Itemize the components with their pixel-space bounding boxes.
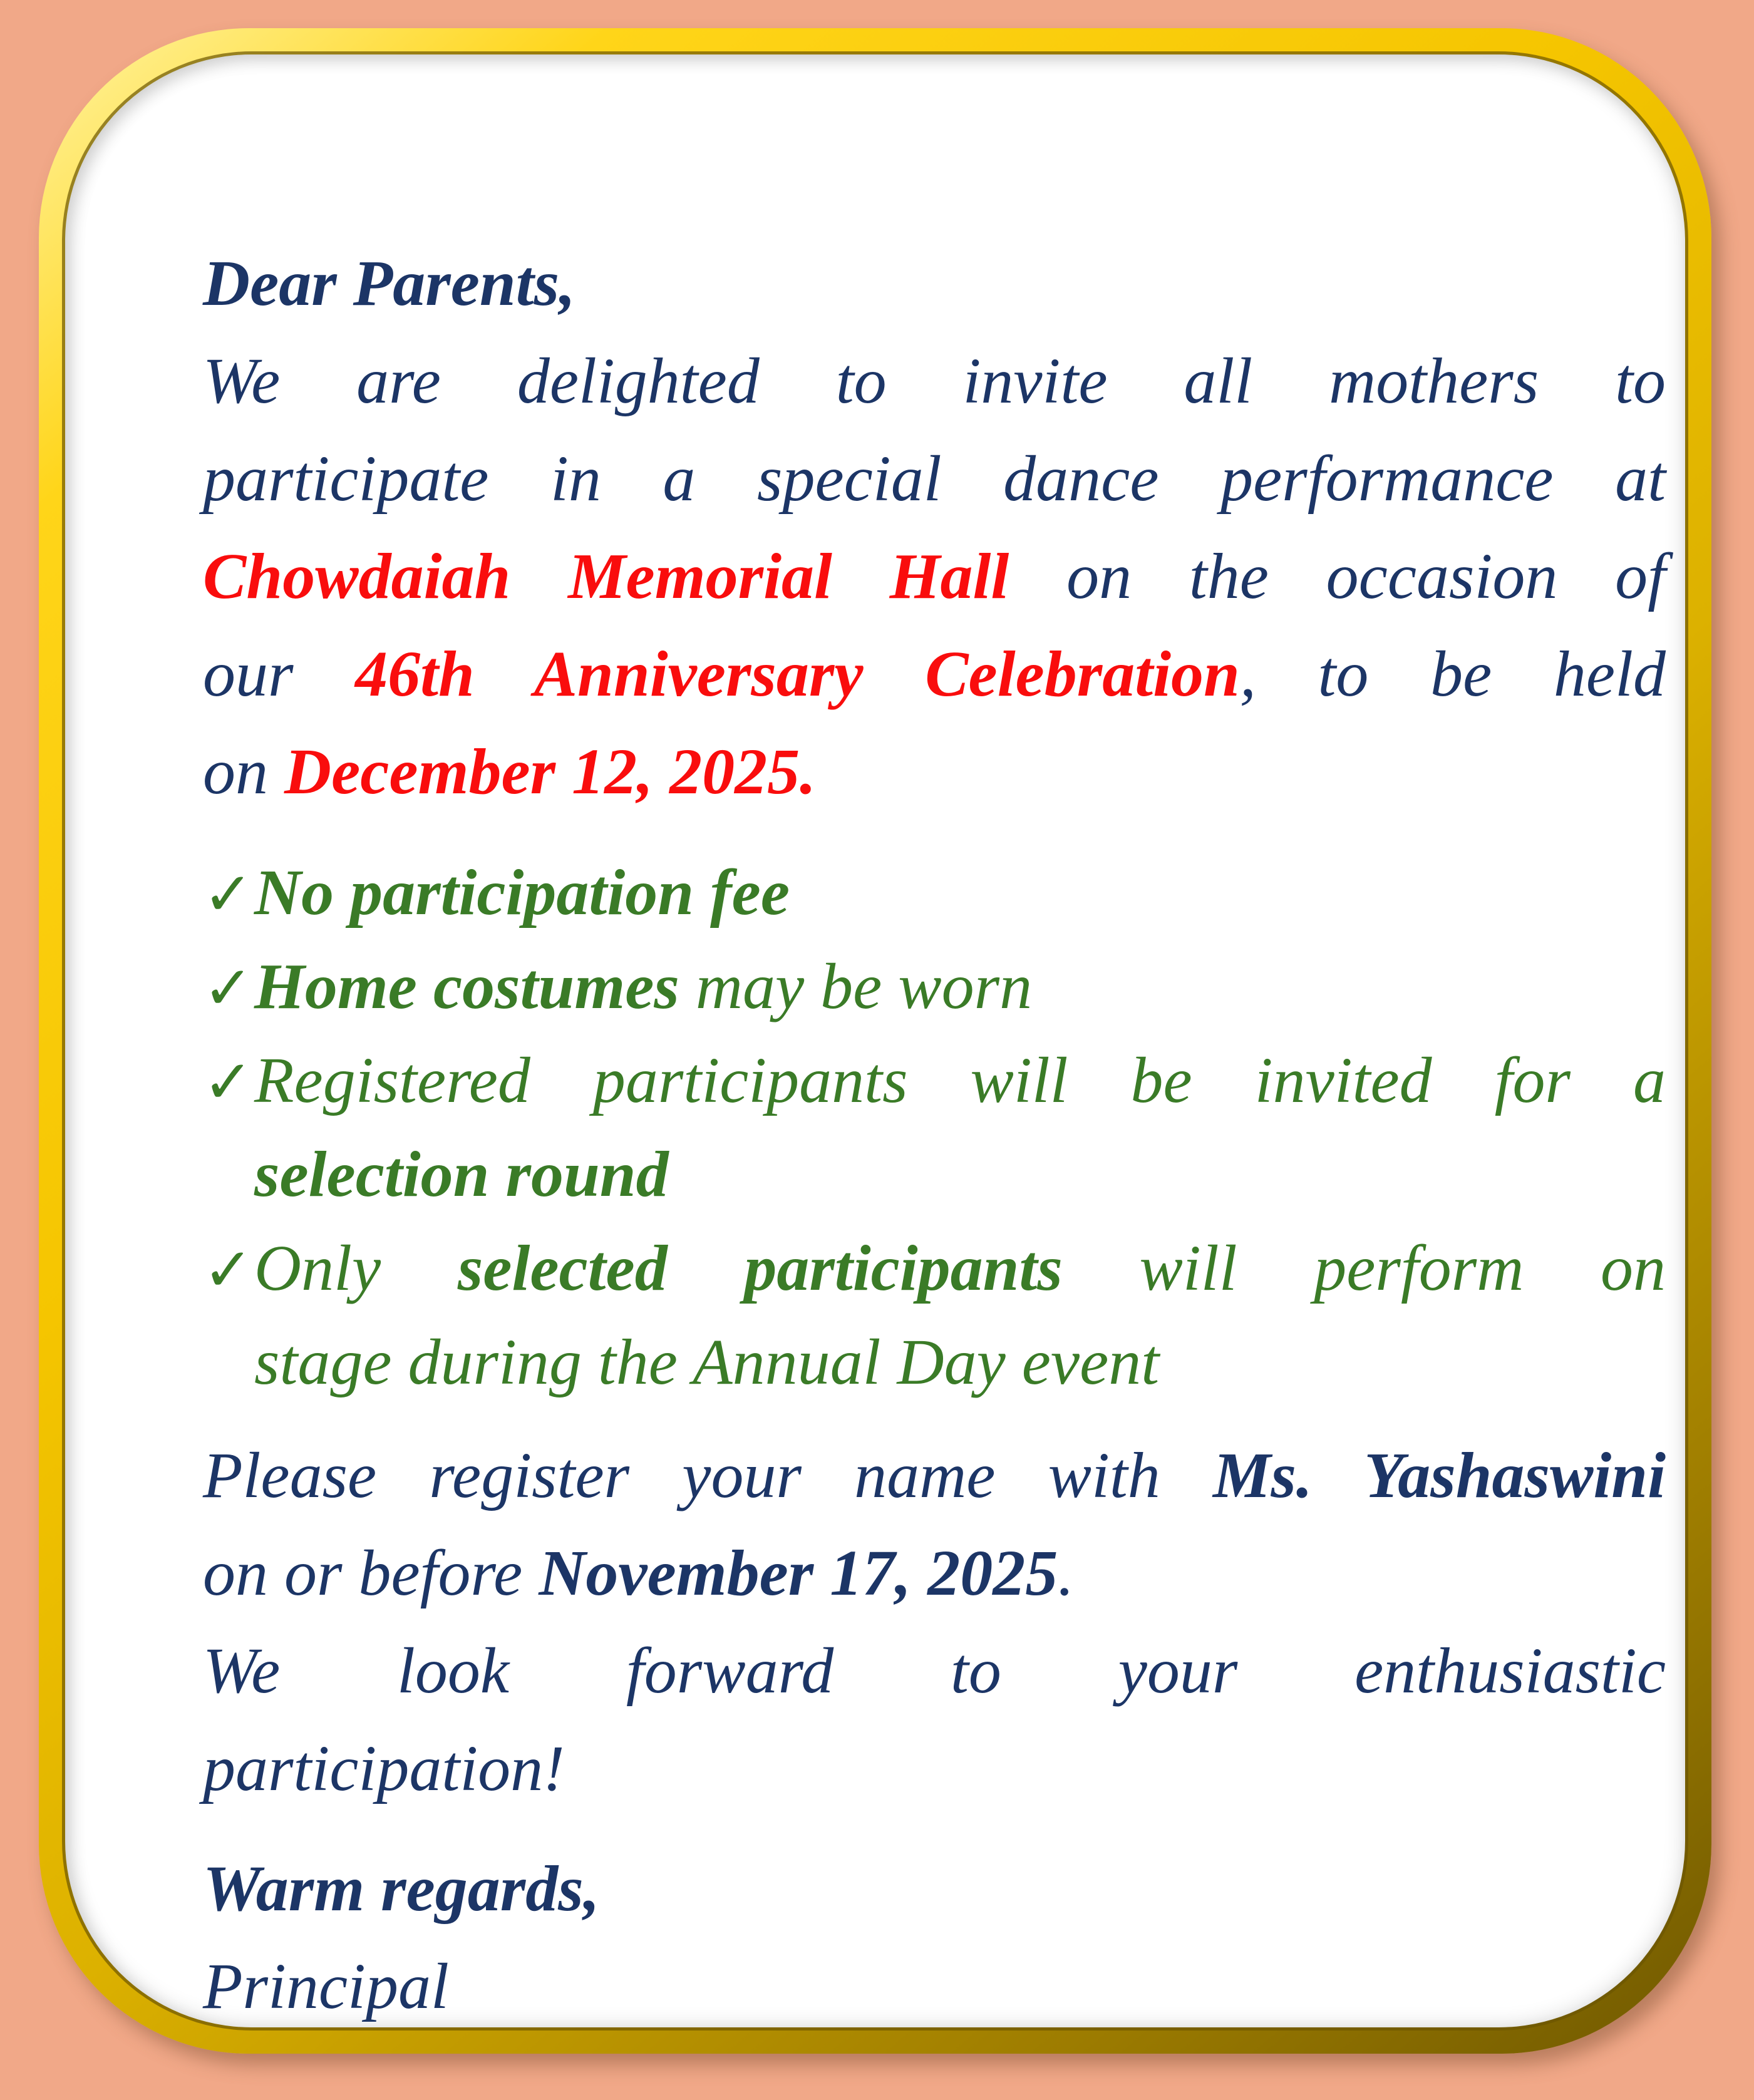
register-line-2 xyxy=(203,1525,1666,1622)
gold-border-frame xyxy=(39,28,1711,2054)
check-icon: ✓ xyxy=(203,953,254,1023)
text-run: Warm regards, xyxy=(203,1853,600,1925)
signoff-regards xyxy=(203,1840,1666,1938)
checklist xyxy=(203,846,1666,1409)
checklist-item-perform xyxy=(203,1222,1666,1409)
text-run: . xyxy=(1058,1537,1075,1609)
text-run: participation! xyxy=(203,1732,565,1804)
letter-content xyxy=(203,235,1666,2036)
text-run: may be worn xyxy=(679,950,1033,1022)
text-run: on xyxy=(203,736,284,808)
text-run: our xyxy=(203,638,356,710)
intro-line-5 xyxy=(203,723,1666,821)
closing-line-1 xyxy=(203,1622,1666,1720)
checklist-item-selection xyxy=(203,1034,1666,1222)
intro-line-1 xyxy=(203,332,1666,430)
checklist-item-line xyxy=(254,940,1666,1034)
text-run: No participation fee xyxy=(254,857,790,929)
text-run: stage during the Annual Day event xyxy=(254,1326,1160,1398)
text-run: Please register your name with xyxy=(203,1439,1213,1511)
text-run: Registered participants will be invited for a xyxy=(254,1044,1666,1116)
text-run: on the occasion of xyxy=(1009,540,1666,612)
check-icon: ✓ xyxy=(203,1047,254,1117)
intro-line-4 xyxy=(203,625,1666,723)
salutation xyxy=(203,235,1666,332)
closing-paragraph xyxy=(203,1622,1666,1818)
notice-card xyxy=(65,54,1685,2027)
closing-line-2 xyxy=(203,1720,1666,1818)
checklist-item-costumes xyxy=(203,940,1666,1034)
checklist-item-line xyxy=(254,1034,1666,1128)
text-run: , to be held xyxy=(1239,638,1666,710)
intro-line-3 xyxy=(203,528,1666,625)
register-paragraph xyxy=(203,1427,1666,1622)
deadline-date: November 17, 2025 xyxy=(539,1537,1058,1609)
intro-line-2 xyxy=(203,430,1666,528)
register-line-1 xyxy=(203,1427,1666,1525)
event-date-highlight: December 12, 2025. xyxy=(284,736,817,808)
text-run: We look forward to your enthusiastic xyxy=(203,1635,1666,1707)
intro-paragraph xyxy=(203,332,1666,821)
venue-highlight: Chowdaiah Memorial Hall xyxy=(203,540,1009,612)
checklist-item-line xyxy=(254,1222,1666,1315)
teacher-name: Ms. Yashaswini xyxy=(1212,1439,1666,1511)
signoff-signature xyxy=(203,1938,1666,2036)
check-icon: ✓ xyxy=(203,1235,254,1305)
checklist-item-line xyxy=(254,846,1666,940)
signoff xyxy=(203,1840,1666,2036)
check-icon: ✓ xyxy=(203,859,254,929)
text-run: Principal xyxy=(203,1950,449,2022)
text-run: selection round xyxy=(254,1138,669,1210)
anniversary-highlight: 46th Anniversary Celebration xyxy=(355,638,1240,710)
text-run: We are delighted to invite all mothers to xyxy=(203,345,1666,417)
text-run: Home costumes xyxy=(254,950,679,1022)
salutation-text: Dear Parents, xyxy=(203,247,576,319)
checklist-item-fee xyxy=(203,846,1666,940)
text-run: will perform on xyxy=(1062,1232,1666,1304)
text-run: selected participants xyxy=(457,1232,1063,1304)
checklist-item-wrap-line xyxy=(254,1128,1666,1222)
text-run: on or before xyxy=(203,1537,539,1609)
text-run: Only xyxy=(254,1232,458,1304)
text-run: participate in a special dance performance at xyxy=(203,443,1666,515)
checklist-item-wrap-line xyxy=(254,1315,1666,1409)
